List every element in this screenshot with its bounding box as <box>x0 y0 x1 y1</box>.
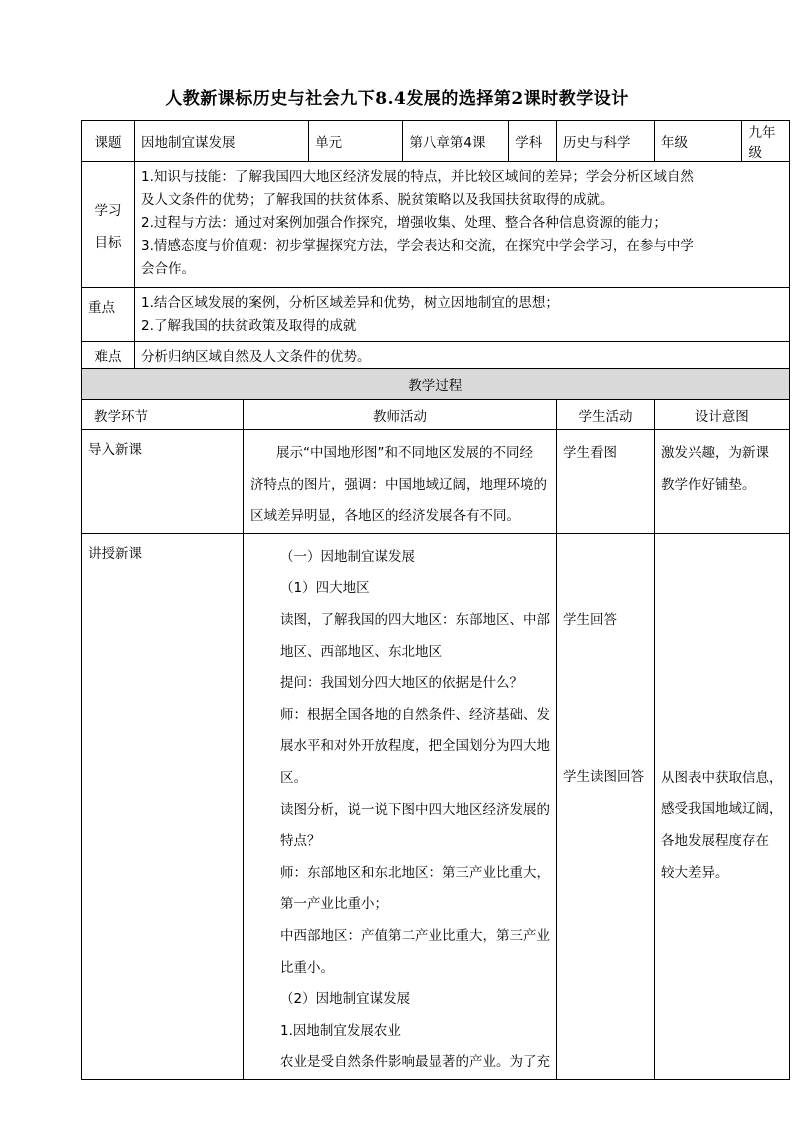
objective-line: 2.过程与方法：通过对案例加强合作探究，增强收集、处理、整合各种信息资源的能力； <box>141 215 667 231</box>
new-lesson-student <box>557 533 655 1079</box>
objective-line: 1.知识与技能：了解我国四大地区经济发展的特点，并比较区域间的差异；学会分析区域自然 <box>141 169 694 185</box>
objectives-label-line1: 学习 <box>94 202 122 219</box>
objectives-content <box>135 162 790 288</box>
difficulty-label: 难点 <box>82 342 135 369</box>
topic-label: 课题 <box>82 121 135 162</box>
teacher-line: 特点？ <box>280 833 321 850</box>
column-header-intent: 设计意图 <box>655 400 790 430</box>
intent-line: 感受我国地域辽阔， <box>661 801 783 818</box>
teacher-line: 第一产业比重小； <box>280 896 388 913</box>
column-header-teacher: 教师活动 <box>244 400 557 430</box>
unit-value: 第八章第4课 <box>403 121 509 162</box>
new-lesson-teacher <box>244 533 557 1079</box>
teacher-line: 读图，了解我国的四大地区：东部地区、中部 <box>280 611 550 628</box>
intent-line: 从图表中获取信息， <box>661 769 783 786</box>
teacher-line: 地区、西部地区、东北地区 <box>280 643 442 660</box>
teacher-line: （1）四大地区 <box>280 580 370 597</box>
teacher-line: 比重小。 <box>280 959 334 976</box>
difficulty-content: 分析归纳区域自然及人文条件的优势。 <box>135 342 790 369</box>
intro-intent-line: 激发兴趣，为新课 <box>661 445 769 461</box>
intro-teacher-line: 区域差异明显，各地区的经济发展各有不同。 <box>250 508 520 525</box>
student-activity: 学生读图回答 <box>563 769 644 786</box>
intent-line: 各地发展程度存在 <box>661 832 769 849</box>
key-points-content <box>135 288 790 342</box>
key-point-line: 2.了解我国的扶贫政策及取得的成就 <box>141 318 357 334</box>
teacher-line: 读图分析，说一说下图中四大地区经济发展的 <box>280 801 550 818</box>
intro-teacher-line: 展示“中国地形图”和不同地区发展的不同经 <box>276 445 533 461</box>
column-header-stage: 教学环节 <box>82 400 244 430</box>
student-activity: 学生回答 <box>563 611 617 628</box>
unit-label: 单元 <box>309 121 403 162</box>
grade-label: 年级 <box>655 121 742 162</box>
intro-teacher <box>244 430 557 534</box>
key-points-label: 重点 <box>82 288 135 342</box>
teacher-line: 1.因地制宜发展农业 <box>280 1022 401 1039</box>
teacher-line: 展水平和对外开放程度，把全国划分为四大地 <box>280 738 550 755</box>
column-header-student: 学生活动 <box>557 400 655 430</box>
lesson-plan-table <box>81 120 790 1080</box>
new-lesson-intent <box>655 533 790 1079</box>
teacher-line: （2）因地制宜谋发展 <box>280 991 411 1008</box>
teacher-line: 师：东部地区和东北地区：第三产业比重大， <box>280 864 550 881</box>
document-title: 人教新课标历史与社会九下8.4发展的选择第2课时教学设计 <box>165 89 629 109</box>
process-heading: 教学过程 <box>82 369 790 400</box>
teacher-line: 农业是受自然条件影响最显著的产业。为了充 <box>280 1054 550 1071</box>
subject-value: 历史与科学 <box>557 121 655 162</box>
intro-intent <box>655 430 790 534</box>
intro-student: 学生看图 <box>557 430 655 534</box>
objectives-label-line2: 目标 <box>94 234 122 251</box>
teacher-line: 中西部地区：产值第二产业比重大，第三产业 <box>280 927 550 944</box>
teacher-line: （一）因地制宜谋发展 <box>280 548 415 565</box>
intro-teacher-line: 济特点的图片，强调：中国地域辽阔，地理环境的 <box>250 476 547 493</box>
objective-line: 3.情感态度与价值观：初步掌握探究方法，学会表达和交流，在探究中学会学习，在参与中学 <box>141 238 694 254</box>
teacher-line: 区。 <box>280 769 307 786</box>
objective-line: 及人文条件的优势；了解我国的扶贫体系、脱贫策略以及我国扶贫取得的成就。 <box>141 192 614 208</box>
grade-value: 九年级 <box>742 121 789 162</box>
teacher-line: 提问：我国划分四大地区的依据是什么？ <box>280 675 523 692</box>
subject-label: 学科 <box>509 121 557 162</box>
objectives-label <box>82 162 135 288</box>
key-point-line: 1.结合区域发展的案例，分析区域差异和优势，树立因地制宜的思想； <box>141 295 559 311</box>
intent-line: 较大差异。 <box>661 864 729 881</box>
teacher-line: 师：根据全国各地的自然条件、经济基础、发 <box>280 706 550 723</box>
objective-line: 会合作。 <box>141 261 195 277</box>
new-lesson-stage: 讲授新课 <box>82 533 244 1079</box>
intro-intent-line: 教学作好铺垫。 <box>661 476 756 493</box>
topic-value: 因地制宜谋发展 <box>135 121 309 162</box>
intro-stage: 导入新课 <box>82 430 244 534</box>
